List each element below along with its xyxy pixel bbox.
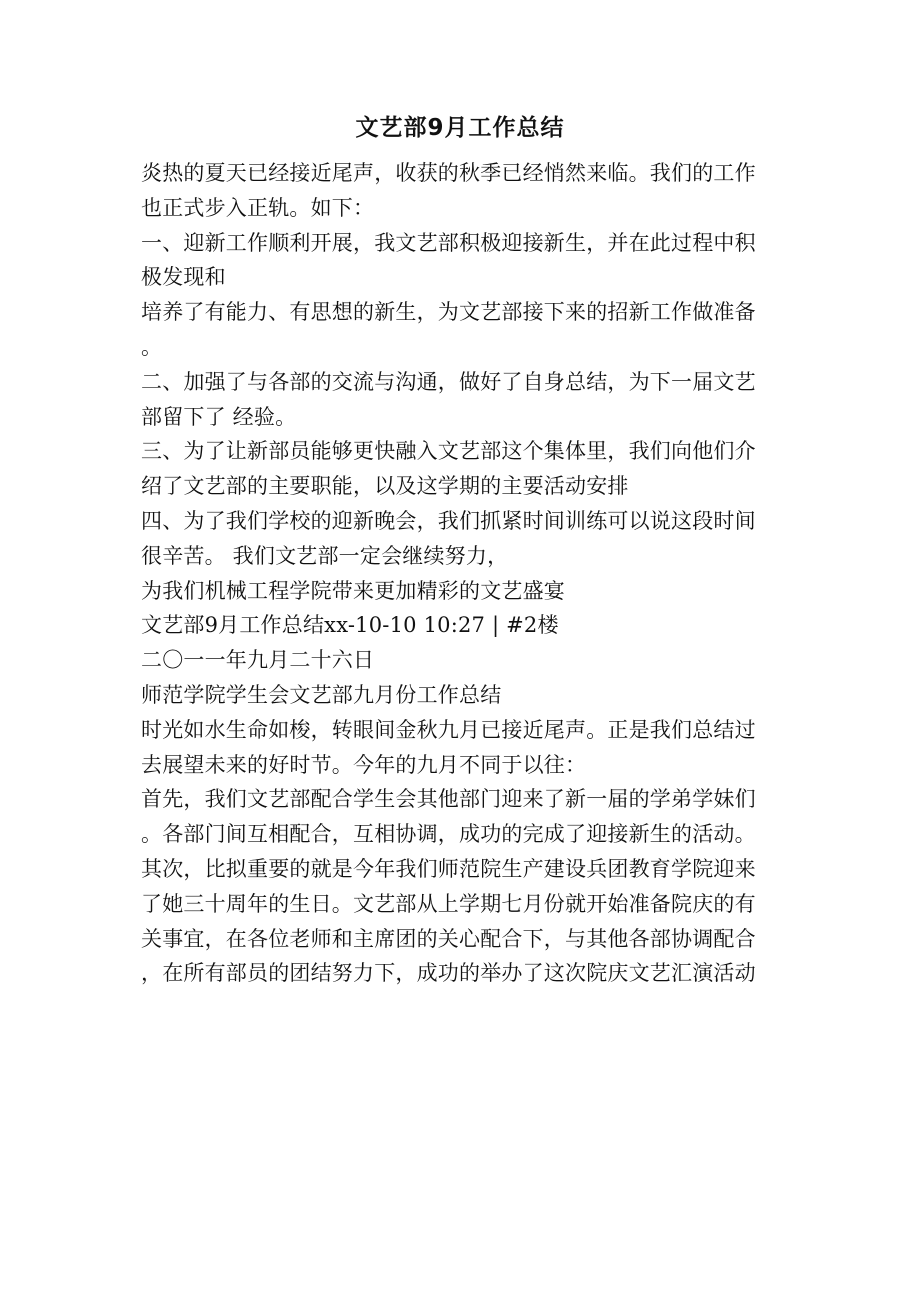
text-line: 四、为了我们学校的迎新晚会，我们抓紧时间训练可以说这段时间 (141, 508, 756, 533)
text-line: 。 (141, 334, 163, 359)
text-line: 三、为了让新部员能够更快融入文艺部这个集体里，我们向他们介 (141, 439, 756, 464)
text-line: 极发现和 (141, 265, 226, 290)
text-line: 文艺部9月工作总结xx-10-10 10:27 | #2楼 (141, 613, 559, 638)
text-line: 二、加强了与各部的交流与沟通，做好了自身总结，为下一届文艺 (141, 369, 756, 394)
text-line: 首先，我们文艺部配合学生会其他部门迎来了新一届的学弟学妹们 (141, 787, 756, 812)
document-title: 文艺部9月工作总结 (355, 115, 565, 141)
text-line: ，在所有部员的团结努力下，成功的举办了这次院庆文艺汇演活动 (141, 961, 756, 986)
text-line: 。各部门间互相配合，互相协调，成功的完成了迎接新生的活动。 (141, 822, 756, 847)
text-line: 师范学院学生会文艺部九月份工作总结 (141, 682, 502, 707)
text-line: 二〇一一年九月二十六日 (141, 648, 375, 673)
text-line: 去展望未来的好时节。今年的九月不同于以往： (141, 752, 587, 777)
document-body (141, 156, 771, 991)
text-line: 其次，比拟重要的就是今年我们师范院生产建设兵团教育学院迎来 (141, 856, 756, 881)
text-line: 一、迎新工作顺利开展，我文艺部积极迎接新生，并在此过程中积 (141, 230, 756, 255)
text-line: 炎热的夏天已经接近尾声，收获的秋季已经悄然来临。我们的工作 (141, 161, 756, 185)
text-line: 部留下了 经验。 (141, 404, 297, 429)
text-line: 培养了有能力、有思想的新生，为文艺部接下来的招新工作做准备 (141, 300, 756, 325)
text-line: 了她三十周年的生日。文艺部从上学期七月份就开始准备院庆的有 (141, 891, 756, 916)
text-line: 关事宜，在各位老师和主席团的关心配合下，与其他各部协调配合 (141, 926, 756, 951)
text-line: 为我们机械工程学院带来更加精彩的文艺盛宴 (141, 578, 565, 603)
text-line: 很辛苦。 我们文艺部一定会继续努力， (141, 543, 509, 568)
text-line: 绍了文艺部的主要职能，以及这学期的主要活动安排 (141, 474, 629, 499)
text-line: 时光如水生命如梭，转眼间金秋九月已接近尾声。正是我们总结过 (141, 717, 756, 742)
text-line: 也正式步入正轨。如下： (141, 195, 375, 220)
